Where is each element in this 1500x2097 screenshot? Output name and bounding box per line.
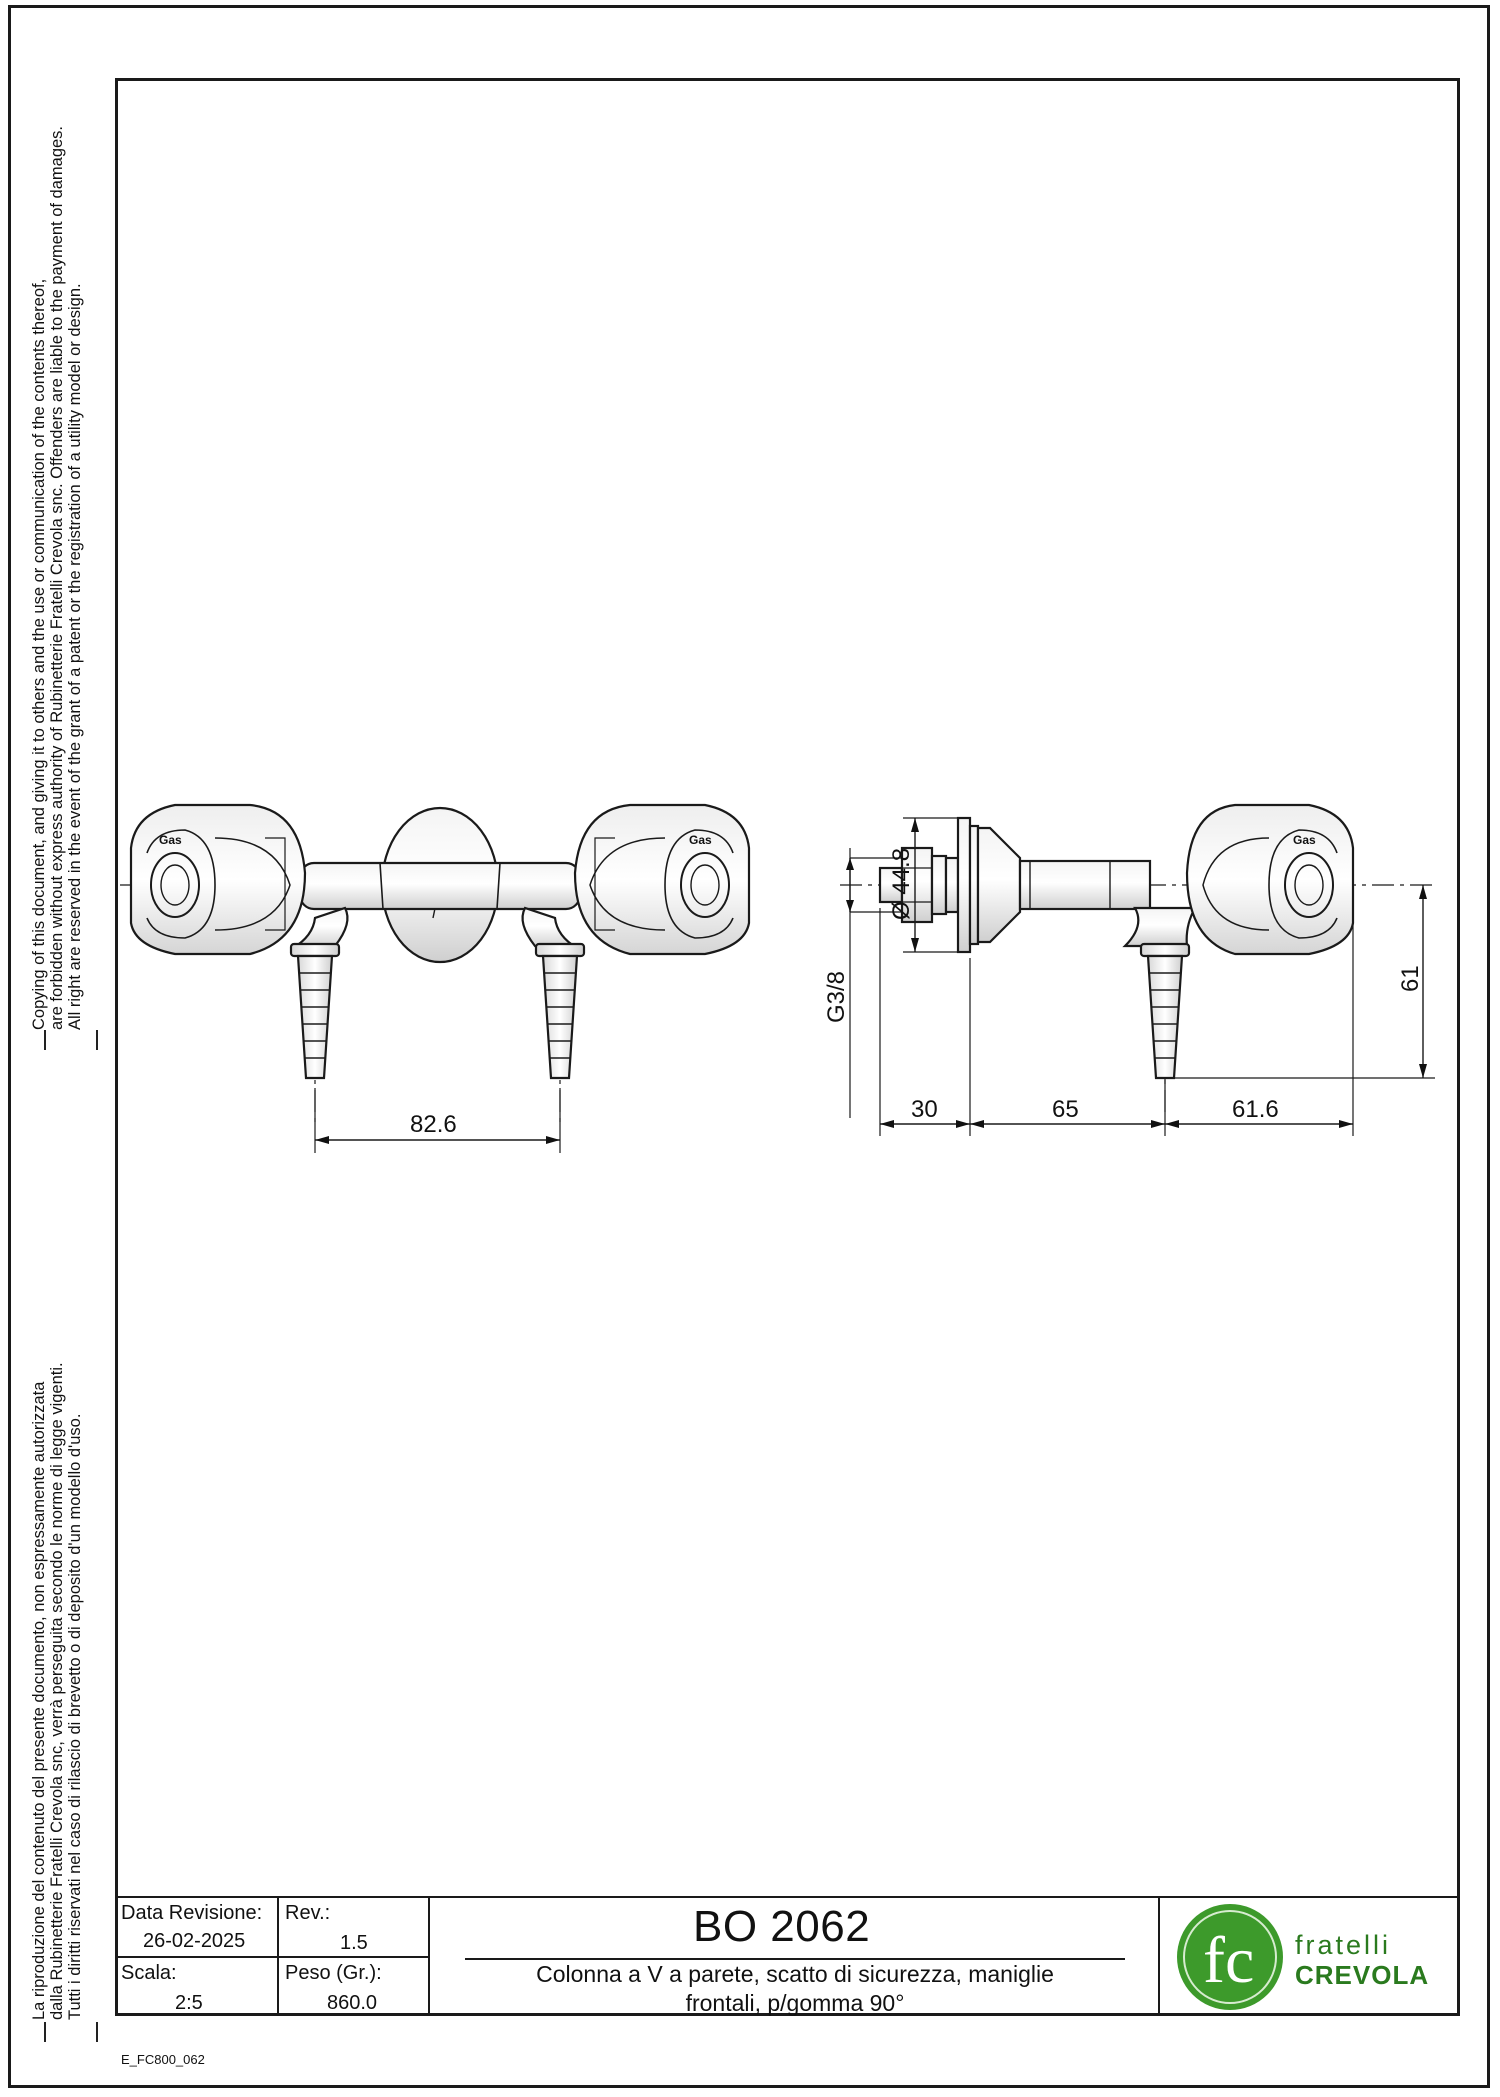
dimension-label-spacing: 82.6: [410, 1111, 457, 1138]
revision-date: 26-02-2025: [143, 1930, 246, 1952]
dimension-label-height: 61: [1397, 965, 1424, 992]
notice-line: Tutti i diritti riservati nel caso di rilascio di brevetto o di deposito d'un modello d'uso.: [66, 1413, 84, 2020]
notice-line: are forbidden without express authority of Rubinetterie Fratelli Crevola snc. Offenders are liable to the payment of damages.: [48, 125, 66, 1030]
copyright-notice-it: [30, 1362, 84, 2020]
valve-handle: [131, 805, 305, 954]
notice-bracket-tick: [96, 2022, 98, 2042]
divider: [115, 1956, 428, 1958]
fratelli-crevola-logo: [1175, 1902, 1445, 2012]
svg-text:Gas: Gas: [689, 833, 712, 847]
weight-value: 860.0: [327, 1992, 378, 2014]
notice-bracket-tick: [44, 1030, 46, 1050]
technical-drawing: [115, 78, 1460, 1896]
description-line: frontali, p/gomma 90°: [685, 1990, 905, 2016]
scale-label: Scala:: [121, 1962, 177, 1984]
copyright-notice-en: [30, 126, 84, 1030]
hose-nozzle: [291, 944, 339, 1078]
dimension-label-segment-3: 61.6: [1232, 1096, 1279, 1123]
logo-monogram: fc: [1203, 1924, 1255, 1997]
revision-date-label: Data Revisione:: [121, 1902, 263, 1924]
dimension-label-diameter: Ø 44.8: [888, 847, 915, 920]
notice-line: All right are reserved in the event of the grant of a patent or the registration of a utility model or design.: [66, 283, 84, 1030]
description-line: Colonna a V a parete, scatto di sicurezza, maniglie: [536, 1961, 1054, 1987]
notice-line: La riproduzione del contenuto del presente documento, non espressamente autorizzata: [30, 1381, 48, 2020]
valve-handle: [1187, 805, 1353, 954]
footer-document-code: E_FC800_062: [121, 2052, 205, 2067]
svg-text:Gas: Gas: [159, 833, 182, 847]
divider: [277, 1896, 279, 2016]
notice-line: dalla Rubinetterie Fratelli Crevola snc, verrà perseguita secondo le norme di legge vigenti.: [48, 1362, 66, 2020]
scale-value: 2:5: [175, 1992, 203, 2014]
notice-line: Copying of this document, and giving it to others and the use or communication of the contents thereof,: [30, 278, 48, 1030]
dimension-label-segment-2: 65: [1052, 1096, 1079, 1123]
rev-value: 1.5: [340, 1932, 368, 1954]
weight-label: Peso (Gr.):: [285, 1962, 382, 1984]
notice-bracket-tick: [96, 1030, 98, 1050]
product-description: [440, 1960, 1150, 2018]
rev-label: Rev.:: [285, 1902, 331, 1924]
notice-bracket-tick: [44, 2022, 46, 2042]
svg-text:Gas: Gas: [1293, 833, 1316, 847]
logo-line-2: CREVOLA: [1295, 1960, 1430, 1990]
valve-handle: [575, 805, 749, 954]
hose-nozzle: [1141, 944, 1189, 1078]
divider: [428, 1896, 430, 2016]
title-block-top-border: [115, 1896, 1460, 1898]
product-code: BO 2062: [693, 1902, 871, 1951]
side-view: [840, 805, 1437, 1136]
hose-nozzle: [536, 944, 584, 1078]
dimension-label-thread: G3/8: [823, 970, 850, 1023]
logo-line-1: fratelli: [1295, 1930, 1392, 1960]
divider: [1158, 1896, 1160, 2016]
dimension-label-segment-1: 30: [911, 1096, 938, 1123]
front-view: [120, 805, 755, 1153]
title-block: [115, 1896, 1460, 2016]
